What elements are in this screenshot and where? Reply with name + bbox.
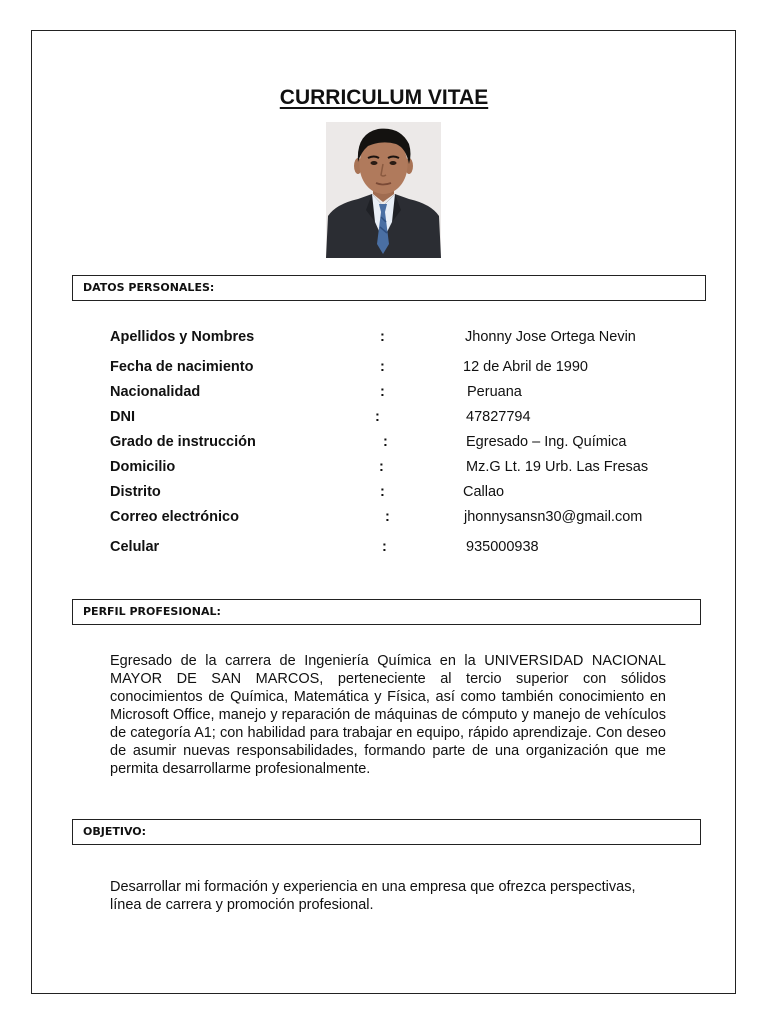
document-title — [0, 86, 768, 110]
section-perfil-profesional — [72, 599, 701, 625]
field-label: Nacionalidad — [110, 384, 201, 400]
field-value: 47827794 — [466, 409, 531, 425]
field-separator: : — [380, 359, 385, 375]
field-label: Correo electrónico — [110, 509, 239, 525]
field-value: jhonnysansn30@gmail.com — [464, 509, 643, 525]
field-row-celular — [0, 537, 768, 557]
field-label: Distrito — [110, 484, 161, 500]
field-row-apellidos — [0, 327, 768, 347]
section-datos-personales — [72, 275, 706, 301]
field-separator: : — [383, 434, 388, 450]
field-label: DNI — [110, 409, 135, 425]
field-value: Mz.G Lt. 19 Urb. Las Fresas — [466, 459, 649, 475]
field-separator: : — [382, 539, 387, 555]
field-row-distrito — [0, 482, 768, 502]
field-value: Egresado – Ing. Química — [466, 434, 627, 450]
field-separator: : — [380, 329, 385, 345]
field-label: Apellidos y Nombres — [110, 329, 255, 345]
field-value: 935000938 — [466, 539, 539, 555]
field-value: Peruana — [467, 384, 522, 400]
section-heading-perfil: PERFIL PROFESIONAL: — [83, 605, 221, 618]
field-label: Domicilio — [110, 459, 176, 475]
field-separator: : — [380, 384, 385, 400]
section-heading-objetivo: OBJETIVO: — [83, 825, 147, 838]
field-row-grado-instruccion — [0, 432, 768, 452]
field-row-fecha-nacimiento — [0, 357, 768, 377]
section-heading-datos: DATOS PERSONALES: — [83, 281, 215, 294]
field-separator: : — [375, 409, 380, 425]
field-value: Jhonny Jose Ortega Nevin — [465, 329, 636, 345]
field-row-domicilio — [0, 457, 768, 477]
field-value: Callao — [463, 484, 505, 500]
portrait-photo-icon — [326, 122, 441, 258]
perfil-paragraph: Egresado de la carrera de Ingeniería Química en la UNIVERSIDAD NACIONAL MAYOR DE SAN MARCOS, perteneciente al tercio superior con sólidos conocimientos de Química, Matemática y Física, así como también conocimiento en Microsoft Office, manejo y reparación de máquinas de cómputo y manejo de vehículos de categoría A1; con habilidad para trabajar en equipo, rápido aprendizaje. Con deseo de asumir nuevas responsabilidades, formando parte de una organización que me permita desarrollarme profesionalmente. — [110, 653, 666, 777]
field-separator: : — [380, 484, 385, 500]
document-title-text: CURRICULUM VITAE — [279, 86, 489, 109]
field-separator: : — [379, 459, 384, 475]
field-row-correo — [0, 507, 768, 527]
field-label: Grado de instrucción — [110, 434, 256, 450]
field-row-dni — [0, 407, 768, 427]
objetivo-paragraph: Desarrollar mi formación y experiencia en una empresa que ofrezca perspectivas, línea de carrera y promoción profesional. — [110, 879, 636, 913]
field-value: 12 de Abril de 1990 — [463, 359, 588, 375]
field-label: Celular — [110, 539, 160, 555]
field-label: Fecha de nacimiento — [110, 359, 254, 375]
field-row-nacionalidad — [0, 382, 768, 402]
section-objetivo — [72, 819, 701, 845]
field-separator: : — [385, 509, 390, 525]
